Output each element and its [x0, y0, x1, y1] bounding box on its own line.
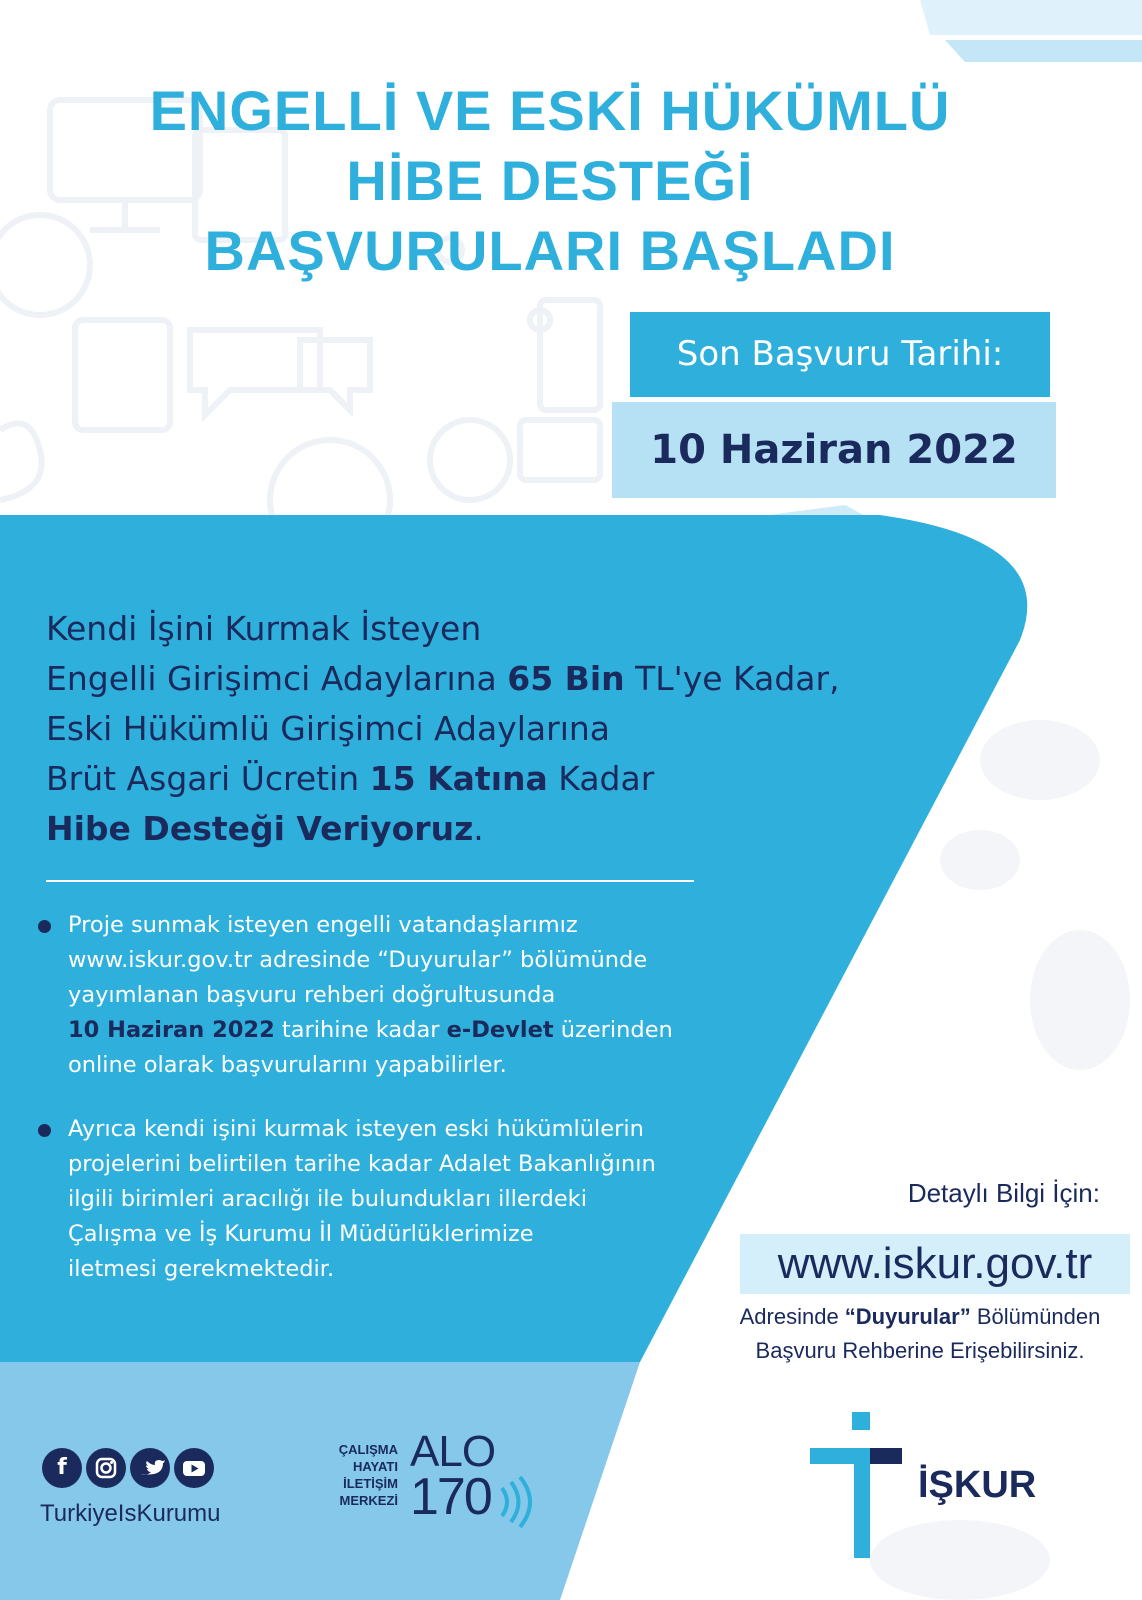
website-link[interactable]: www.iskur.gov.tr [777, 1239, 1093, 1288]
bullet-1-line-1: Proje sunmak isteyen engelli vatandaşlarımız [68, 912, 578, 938]
alo-caption-3: İLETİŞİM [343, 1476, 398, 1491]
deadline-date: 10 Haziran 2022 [612, 402, 1056, 498]
bullet-1-line-4 [68, 1013, 718, 1048]
alo-caption-1: ÇALIŞMA [338, 1442, 398, 1457]
intro-line-5b: . [473, 809, 484, 848]
amount-highlight: 65 Bin [507, 659, 625, 698]
divider [46, 880, 694, 882]
grant-highlight: Hibe Desteği Veriyoruz [46, 809, 474, 848]
bullet-2-line-3: ilgili birimleri aracılığı ile bulundukları illerdeki [68, 1186, 587, 1212]
intro-line-2 [46, 654, 906, 704]
bullet-2-line-4: Çalışma ve İş Kurumu İl Müdürlüklerimize [68, 1221, 534, 1247]
bullet-2-line-2: projelerini belirtilen tarihe kadar Adalet Bakanlığının [68, 1151, 656, 1177]
intro-line-4c: Kadar [547, 759, 655, 798]
sound-waves-icon [498, 1476, 534, 1528]
intro-line-5 [46, 804, 906, 854]
bullet-2 [68, 1112, 718, 1287]
youtube-icon[interactable] [174, 1448, 214, 1488]
twitter-icon[interactable] [130, 1448, 170, 1488]
deadline-label: Son Başvuru Tarihi: [630, 312, 1050, 397]
intro-line-3: Eski Hükümlü Girişimci Adaylarına [46, 709, 611, 748]
bullet-1-line-4b: tarihine kadar [274, 1017, 447, 1043]
bullet-date-highlight: 10 Haziran 2022 [68, 1017, 275, 1043]
headline-line-2: HİBE DESTEĞİ [346, 149, 754, 212]
info-note-line-1 [700, 1300, 1140, 1334]
bullet-1-line-3: yayımlanan başvuru rehberi doğrultusunda [68, 982, 556, 1008]
bullet-dot-2 [38, 1124, 51, 1137]
duyurular-highlight: “Duyurular” [844, 1304, 971, 1329]
edevlet-highlight: e-Devlet [446, 1017, 554, 1043]
bullet-1-line-4d: üzerinden [553, 1017, 673, 1043]
intro-line-4a: Brüt Asgari Ücretin [46, 759, 370, 798]
iskur-logo-icon [810, 1412, 910, 1562]
intro-line-2a: Engelli Girişimci Adaylarına [46, 659, 508, 698]
social-handle: TurkiyeIsKurumu [40, 1500, 221, 1527]
bullet-1-line-5: online olarak başvurularını yapabilirler. [68, 1052, 507, 1078]
bullet-dot-1 [38, 920, 51, 933]
note-1c: Bölümünden [970, 1304, 1101, 1329]
intro-line-4 [46, 754, 906, 804]
note-1a: Adresinde [739, 1304, 845, 1329]
alo-caption-4: MERKEZİ [339, 1493, 398, 1508]
facebook-icon[interactable]: f [42, 1448, 82, 1488]
headline-line-3: BAŞVURULARI BAŞLADI [204, 219, 896, 282]
detail-info-title: Detaylı Bilgi İçin: [907, 1178, 1100, 1208]
intro-line-2c: TL'ye Kadar, [624, 659, 840, 698]
bullet-2-line-5: iletmesi gerekmektedir. [68, 1256, 335, 1282]
bullet-2-line-1: Ayrıca kendi işini kurmak isteyen eski hükümlülerin [68, 1116, 644, 1142]
headline-line-1: ENGELLİ VE ESKİ HÜKÜMLÜ [149, 79, 951, 142]
alo-caption-2: HAYATI [352, 1459, 398, 1474]
instagram-icon[interactable] [86, 1448, 126, 1488]
intro-text [46, 604, 906, 854]
info-note-line-2: Başvuru Rehberine Erişebilirsiniz. [755, 1338, 1085, 1363]
bullet-1-line-2: www.iskur.gov.tr adresinde “Duyurular” bölümünde [68, 947, 648, 973]
alo-title: ALO [410, 1427, 496, 1476]
multiplier-highlight: 15 Katına [369, 759, 548, 798]
bullet-1 [68, 908, 718, 1083]
intro-line-1: Kendi İşini Kurmak İsteyen [46, 609, 482, 648]
alo-number: 170 [410, 1468, 491, 1526]
brand-name: İŞKUR [918, 1464, 1037, 1506]
